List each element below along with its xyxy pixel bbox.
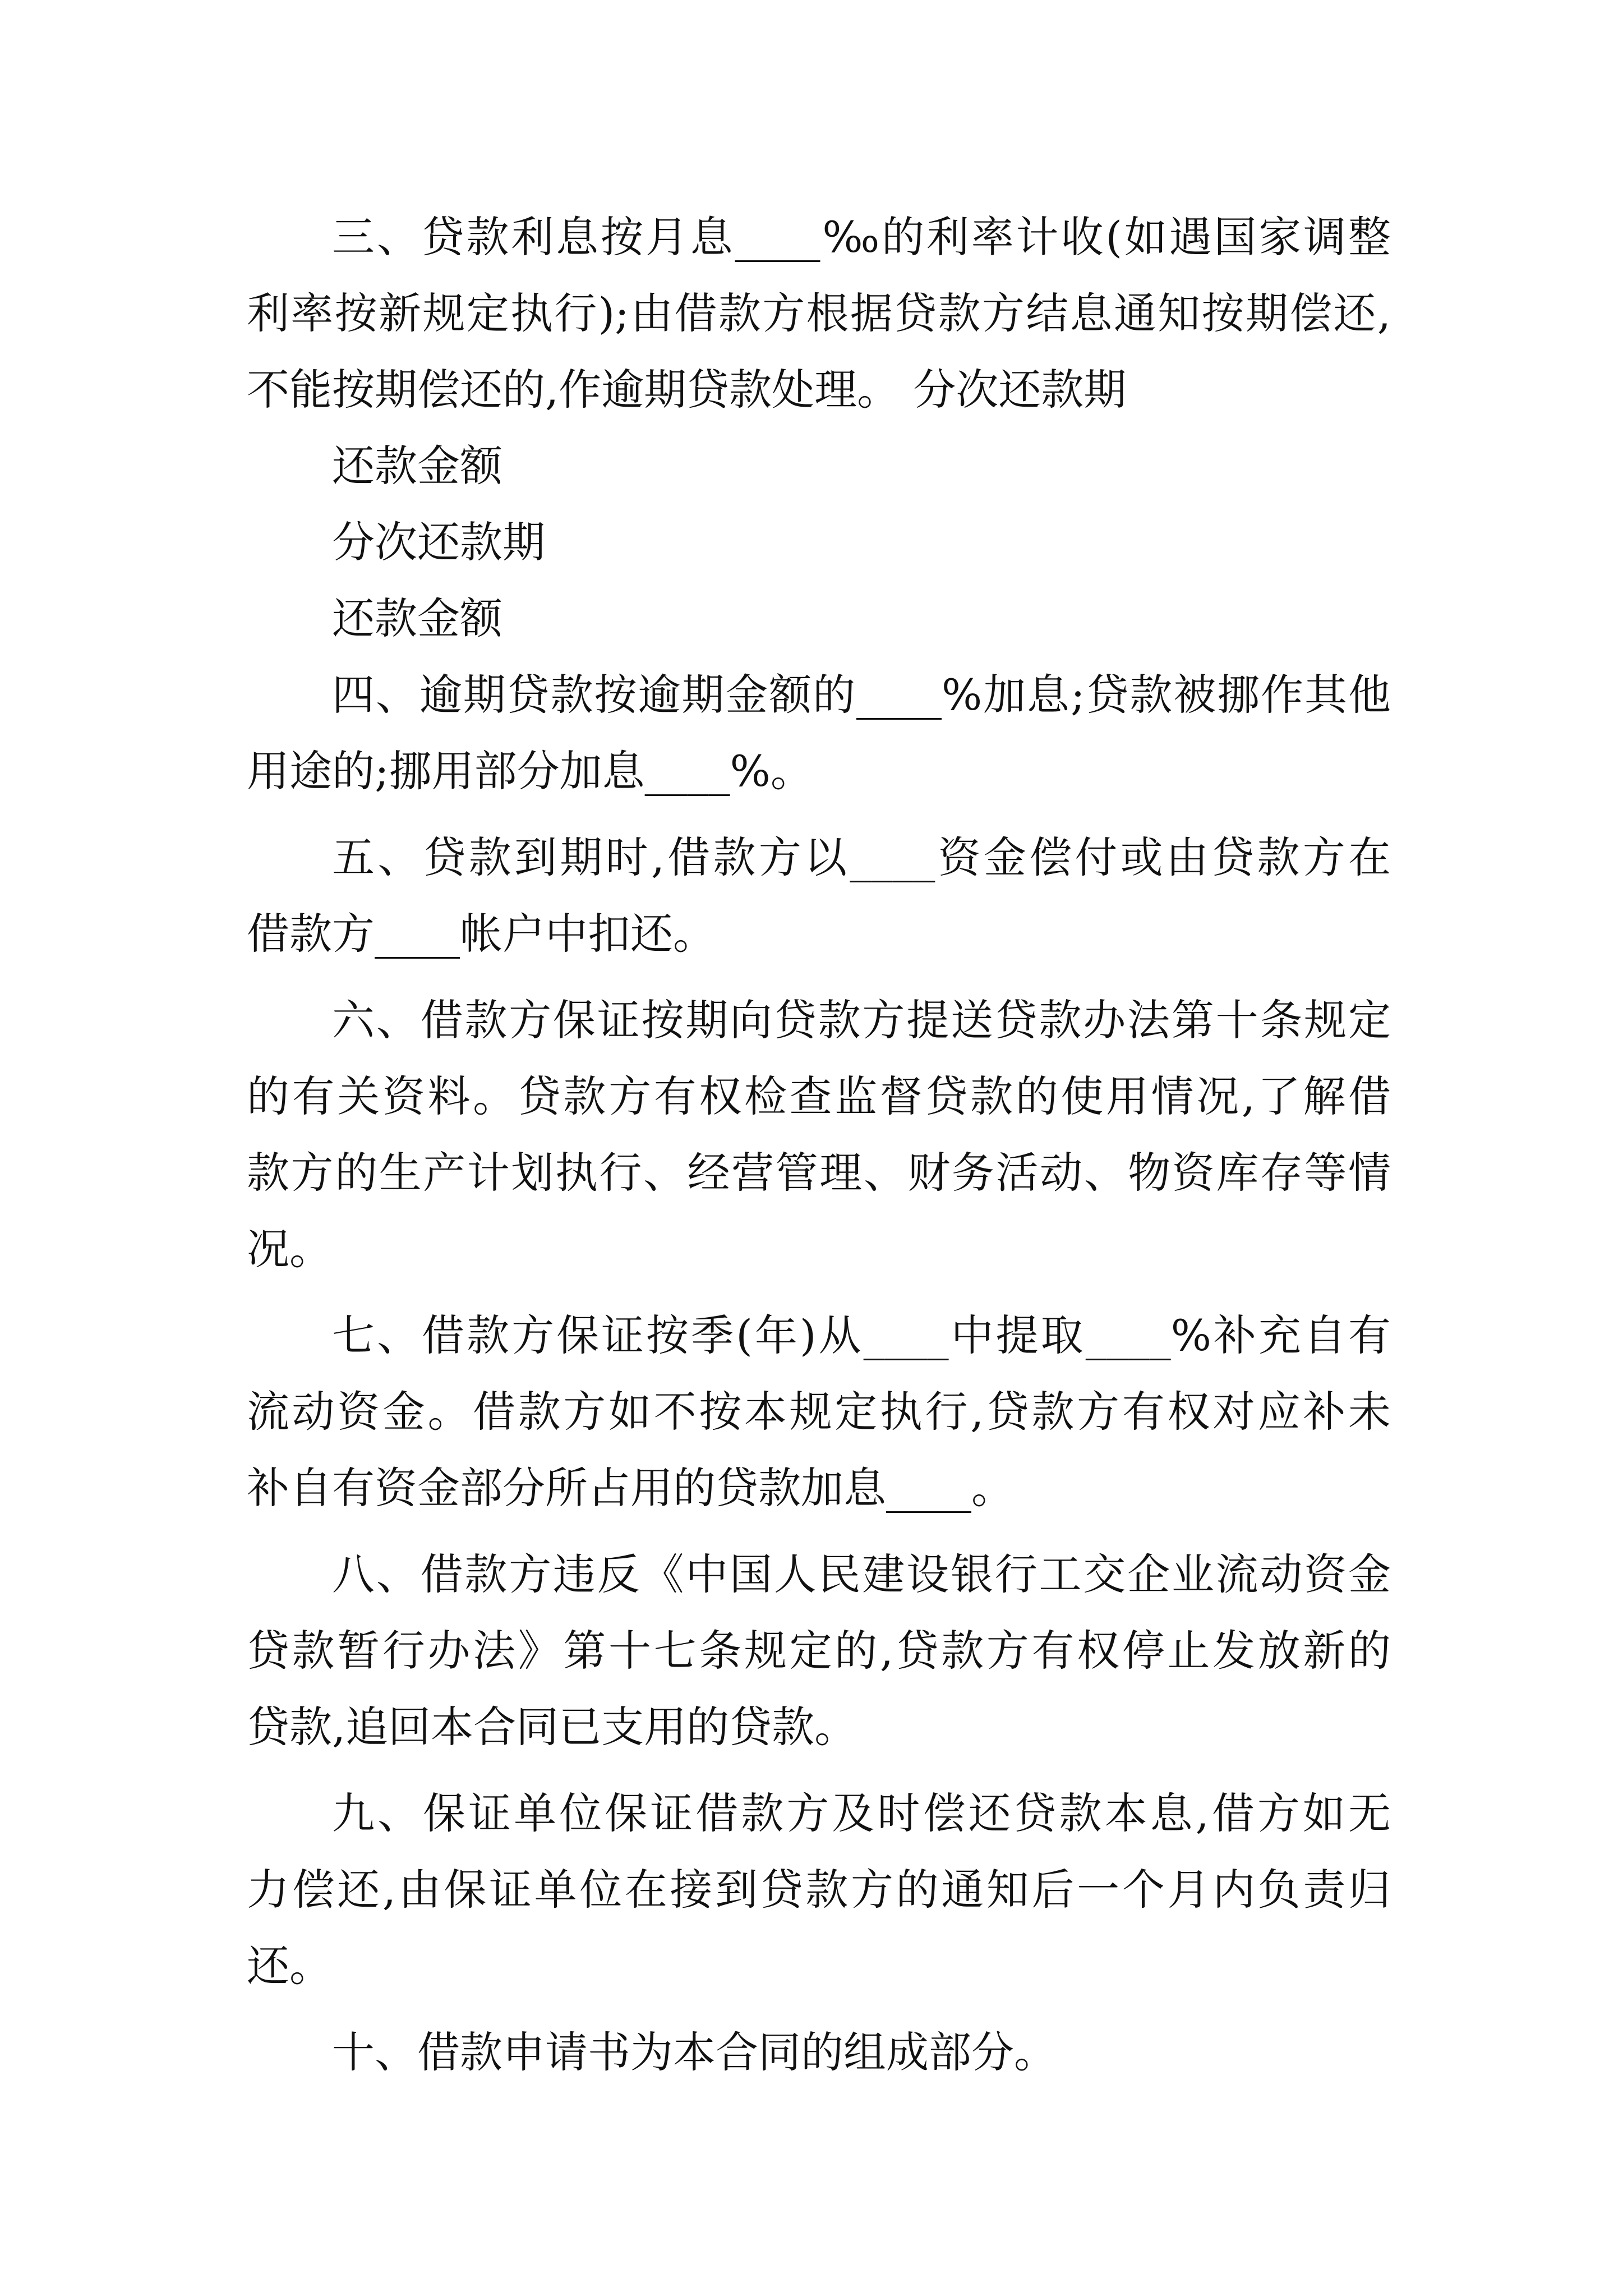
text-line: 流动资金。借款方如不按本规定执行,贷款方有权对应补未 [247, 1387, 1391, 1437]
clause-10-paragraph [247, 2014, 1391, 2091]
text-line: 还。 [247, 1941, 332, 1991]
text-line: 七、借款方保证按季(年)从____中提取____%补充自有 [332, 1310, 1391, 1360]
text-line: 三、贷款利息按月息____‰的利率计收(如遇国家调整 [332, 212, 1391, 262]
clause-4-paragraph [247, 657, 1391, 809]
text-line: 分次还款期 [332, 517, 545, 567]
text-line: 五、贷款到期时,借款方以____资金偿付或由贷款方在 [332, 832, 1391, 882]
text-line: 九、保证单位保证借款方及时偿还贷款本息,借方如无 [332, 1788, 1391, 1838]
text-line: 力偿还,由保证单位在接到贷款方的通知后一个月内负责归 [247, 1865, 1391, 1915]
text-line: 借款方____帐户中扣还。 [247, 909, 716, 959]
paragraph-gap [247, 1765, 1391, 1775]
text-line: 贷款暂行办法》第十七条规定的,贷款方有权停止发放新的 [247, 1626, 1391, 1676]
clause-5-paragraph [247, 820, 1391, 972]
clause-6-paragraph [247, 982, 1391, 1287]
text-line: 还款金额 [332, 441, 502, 491]
clause-9-paragraph [247, 1775, 1391, 2004]
clause-7-paragraph [247, 1297, 1391, 1526]
clause-3-paragraph [247, 199, 1391, 428]
repay-amount-label-1 [247, 428, 1391, 504]
paragraph-gap [247, 809, 1391, 820]
text-line: 用途的;挪用部分加息____%。 [247, 746, 813, 796]
text-line: 不能按期偿还的,作逾期贷款处理。 分次还款期 [247, 365, 1127, 415]
paragraph-gap [247, 1287, 1391, 1297]
text-line: 八、借款方违反《中国人民建设银行工交企业流动资金 [332, 1549, 1391, 1599]
paragraph-gap [247, 972, 1391, 982]
text-line: 的有关资料。贷款方有权检查监督贷款的使用情况,了解借 [247, 1071, 1391, 1121]
text-line: 四、逾期贷款按逾期金额的____%加息;贷款被挪作其他 [332, 670, 1391, 720]
text-line: 况。 [247, 1224, 332, 1274]
text-line: 六、借款方保证按期向贷款方提送贷款办法第十条规定 [332, 995, 1391, 1045]
paragraph-gap [247, 2004, 1391, 2014]
clause-8-paragraph [247, 1536, 1391, 1765]
repay-period-label-2 [247, 504, 1391, 581]
text-line: 还款金额 [332, 593, 502, 643]
repay-amount-label-2 [247, 581, 1391, 657]
paragraph-gap [247, 1526, 1391, 1536]
text-line: 补自有资金部分所占用的贷款加息____。 [247, 1463, 1014, 1513]
document-page [247, 199, 1391, 2091]
text-line: 利率按新规定执行);由借款方根据贷款方结息通知按期偿还, [247, 288, 1391, 338]
text-line: 款方的生产计划执行、经营管理、财务活动、物资库存等情 [247, 1148, 1391, 1198]
text-line: 贷款,追回本合同已支用的贷款。 [247, 1702, 857, 1752]
text-line: 十、借款申请书为本合同的组成部分。 [332, 2027, 1057, 2077]
